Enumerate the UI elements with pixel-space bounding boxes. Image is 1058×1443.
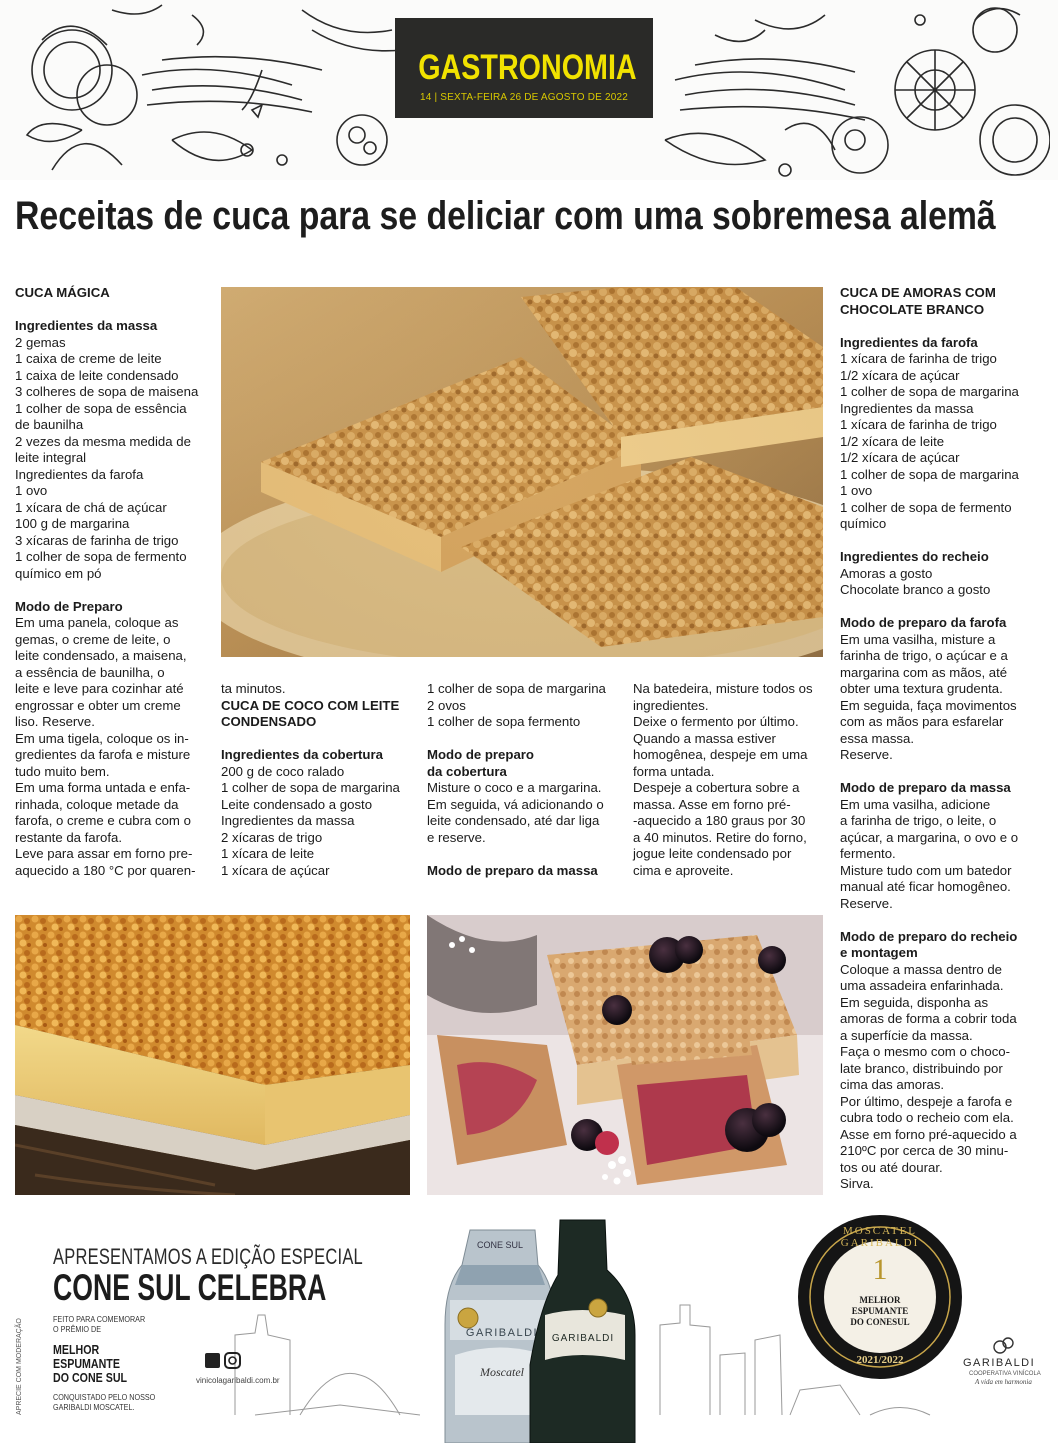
recipe-line: forma untada. — [633, 763, 715, 779]
medal-line-2: ESPUMANTE — [851, 1306, 909, 1316]
paragraph-gap — [840, 764, 1045, 781]
article-headline: Receitas de cuca para se deliciar com uma sobremesa alemã — [15, 194, 996, 238]
recipe-line: uma assadeira enfarinhada. — [840, 978, 1004, 993]
recipe-line: liso. Reserve. — [15, 714, 95, 729]
recipe-line: 210ºC por cerca de 30 minu- — [840, 1143, 1009, 1158]
recipe-line: 1 ovo — [840, 483, 873, 498]
recipe-line: 2 vezes da mesma medida de — [15, 433, 191, 449]
recipe-line: manual até ficar homogêneo. — [840, 879, 1011, 894]
recipe-line: farofa, o creme e cubra com o — [15, 813, 191, 828]
recipe-line: leite condensado, a maisena, — [15, 648, 187, 663]
recipe-line: 1 ovo — [15, 483, 48, 498]
recipe-line: Ingredientes da farofa — [15, 466, 144, 482]
recipe-line: químico — [840, 516, 887, 531]
recipe-line: a superfície da massa. — [840, 1027, 973, 1043]
garibaldi-advertisement — [0, 1215, 1058, 1443]
medal-ring-text: MOSCATEL GARIBALDI — [840, 1225, 920, 1249]
paragraph-gap — [840, 912, 1045, 929]
recipe-line: e reserve. — [427, 829, 486, 845]
photo-blackberry-cuca — [427, 915, 823, 1195]
recipe-line: Em seguida, disponha as — [840, 994, 989, 1010]
recipe-heading: Ingredientes da massa — [15, 318, 158, 333]
recipe-line: 200 g de coco ralado — [221, 763, 345, 779]
medal-number: 1 — [872, 1253, 888, 1286]
recipe-line: Misture tudo com um batedor — [840, 862, 1012, 878]
recipe-line: cima das amoras. — [840, 1077, 945, 1092]
recipe-line: 1 xícara de leite — [221, 846, 315, 861]
recipe-line: Faça o mesmo com o choco- — [840, 1044, 1011, 1059]
recipe-line: Amoras a gosto — [840, 565, 933, 581]
medal-year: 2021/2022 — [856, 1354, 904, 1366]
recipe-line: Quando a massa estiver — [633, 730, 776, 746]
recipe-line: Em seguida, faça movimentos — [840, 697, 1017, 713]
text-column-1 — [15, 285, 210, 879]
recipe-line: late branco, distribuindo por — [840, 1060, 1003, 1076]
recipe-line: Deixe o fermento por último. — [633, 714, 799, 729]
recipe-line: Em uma vasilha, adicione — [840, 796, 991, 812]
recipe-line: 2 gemas — [15, 334, 66, 350]
recipe-line: Em uma tigela, coloque os in- — [15, 730, 189, 746]
recipe-line: 1 caixa de creme de leite — [15, 351, 162, 366]
recipe-line: aquecido a 180 °C por quaren- — [15, 862, 196, 878]
recipe-line: a essência de baunilha, o — [15, 664, 165, 680]
paragraph-gap — [15, 582, 210, 599]
recipe-line: 3 xícaras de farinha de trigo — [15, 532, 179, 548]
recipe-line: 1 xícara de farinha de trigo — [840, 351, 997, 366]
recipe-heading: Modo de preparo da farofa — [840, 615, 1007, 630]
recipe-line: Em seguida, vá adicionando o — [427, 796, 604, 812]
recipe-line: engrossar e obter um creme — [15, 697, 181, 713]
recipe-line: leite e leve para cozinhar até — [15, 681, 184, 696]
recipe-line: jogue leite condensado por — [633, 846, 792, 861]
recipe-heading: Modo de preparo do recheio — [840, 928, 1018, 944]
paragraph-gap — [427, 731, 625, 748]
recipe-line: Em uma forma untada e enfa- — [15, 780, 191, 795]
recipe-line: a 40 minutos. Retire do forno, — [633, 829, 807, 845]
recipe-line: ta minutos. — [221, 681, 286, 696]
vegetable-doodle-right — [655, 0, 1050, 180]
recipe-line: tudo muito bem. — [15, 763, 110, 779]
section-masthead — [395, 18, 653, 118]
facebook-icon[interactable] — [205, 1353, 220, 1368]
recipe-line: 1 colher de sopa de fermento — [15, 549, 187, 564]
paragraph-gap — [427, 846, 625, 863]
ad-website: vinicolagaribaldi.com.br — [196, 1376, 280, 1385]
recipe-line: de baunilha — [15, 417, 84, 432]
bottle-series: CONE SUL — [476, 1240, 523, 1250]
recipe-line: cima e aproveite. — [633, 862, 734, 878]
recipe-heading: CUCA MÁGICA — [15, 285, 110, 300]
recipe-heading: CUCA DE AMORAS COM — [840, 285, 996, 300]
paragraph-gap — [840, 318, 1045, 335]
logo-tagline: A vida em harmonia — [975, 1378, 1032, 1386]
recipe-heading: CHOCOLATE BRANCO — [840, 301, 985, 317]
recipe-line: açúcar, a margarina, o ovo e o — [840, 829, 1019, 845]
recipe-heading: da cobertura — [427, 763, 507, 779]
dateline: 14 | SEXTA-FEIRA 26 DE AGOSTO DE 2022 — [419, 92, 629, 103]
recipe-line: 1/2 xícara de açúcar — [840, 367, 960, 383]
recipe-line: Chocolate branco a gosto — [840, 582, 991, 597]
recipe-line: 1 colher de sopa de margarina — [840, 384, 1019, 399]
ad-kicker: APRESENTAMOS A EDIÇÃO ESPECIAL — [53, 1244, 363, 1269]
recipe-line: 1 xícara de chá de açúcar — [15, 499, 167, 515]
recipe-line: gredientes da farofa e misture — [15, 747, 191, 762]
paragraph-gap — [840, 533, 1045, 550]
recipe-heading: Ingredientes da farofa — [840, 334, 978, 350]
text-column-5 — [840, 285, 1045, 1193]
recipe-line: Despeje a cobertura sobre a — [633, 780, 800, 795]
paragraph-gap — [221, 731, 419, 748]
text-column-3 — [427, 681, 625, 879]
paragraph-gap — [840, 599, 1045, 616]
recipe-line: 1 colher de sopa de margarina — [840, 466, 1019, 482]
recipe-line: Reserve. — [840, 895, 893, 911]
recipe-line: Leite condensado a gosto — [221, 796, 373, 812]
paragraph-gap — [15, 302, 210, 319]
recipe-line: fermento. — [840, 846, 896, 861]
recipe-line: Leve para assar em forno pre- — [15, 846, 193, 861]
recipe-line: essa massa. — [840, 730, 915, 746]
recipe-line: 1/2 xícara de açúcar — [840, 450, 960, 465]
recipe-line: 1 colher de sopa de essência — [15, 400, 187, 416]
recipe-line: Ingredientes da massa — [840, 400, 974, 416]
recipe-line: 100 g de margarina — [15, 516, 130, 531]
recipe-line: amoras de forma a cobrir toda — [840, 1011, 1017, 1026]
recipe-line: farinha de trigo, o açúcar e a — [840, 648, 1008, 663]
recipe-heading: e montagem — [840, 945, 918, 960]
recipe-line: 1 caixa de leite condensado — [15, 367, 179, 383]
photo-coconut-cuca — [15, 915, 410, 1195]
recipe-line: 1 colher de sopa fermento — [427, 714, 581, 729]
medal-line-3: DO CONESUL — [850, 1317, 910, 1327]
text-column-4 — [633, 681, 823, 879]
ad-disclaimer: APRECIE COM MODERAÇÃO — [16, 1318, 23, 1415]
recipe-line: rinhada, coloque metade da — [15, 796, 179, 812]
recipe-line: 1/2 xícara de leite — [840, 433, 945, 449]
recipe-line: 2 xícaras de trigo — [221, 829, 323, 845]
ad-small-bottom: CONQUISTADO PELO NOSSO GARIBALDI MOSCATEL. — [53, 1393, 156, 1412]
recipe-line: Em uma vasilha, misture a — [840, 631, 996, 647]
recipe-line: cubra todo o recheio com ela. — [840, 1110, 1014, 1125]
recipe-heading: Modo de preparo da massa — [427, 862, 598, 878]
logo-subtitle: COOPERATIVA VINÍCOLA — [969, 1371, 1041, 1377]
recipe-line: Em uma panela, coloque as — [15, 615, 179, 630]
recipe-line: obter uma textura grudenta. — [840, 681, 1003, 696]
recipe-line: Reserve. — [840, 747, 893, 762]
section-title: GASTRONOMIA — [418, 48, 637, 87]
recipe-line: 1 xícara de açúcar — [221, 862, 330, 878]
recipe-heading: Modo de preparo da massa — [840, 780, 1011, 795]
recipe-heading: CONDENSADO — [221, 714, 317, 729]
photo-crumble-cuca — [221, 287, 823, 657]
recipe-line: restante da farofa. — [15, 829, 123, 845]
instagram-icon[interactable] — [225, 1353, 240, 1368]
recipe-line: Por último, despeje a farofa e — [840, 1093, 1013, 1109]
bottle-variety: Moscatel — [480, 1365, 524, 1379]
recipe-line: leite condensado, até dar liga — [427, 813, 600, 828]
bottle-brand-2: GARIBALDI — [551, 1333, 615, 1344]
recipe-line: com as mãos para esfarelar — [840, 714, 1004, 729]
recipe-line: ingredientes. — [633, 697, 709, 713]
recipe-line: massa. Asse em forno pré- — [633, 796, 791, 812]
recipe-heading: CUCA DE COCO COM LEITE — [221, 697, 400, 713]
recipe-line: margarina com as mãos, até — [840, 664, 1008, 680]
page-header — [0, 0, 1058, 180]
recipe-line: Misture o coco e a margarina. — [427, 780, 602, 795]
medal-line-1: MELHOR — [859, 1295, 901, 1305]
recipe-line: 3 colheres de sopa de maisena — [15, 384, 199, 399]
ad-brand-title: CONE SUL CELEBRA — [53, 1267, 327, 1308]
recipe-line: a farinha de trigo, o leite, o — [840, 813, 997, 828]
recipe-line: 1 xícara de farinha de trigo — [840, 417, 997, 432]
recipe-heading: Modo de Preparo — [15, 598, 123, 614]
ad-small-top: FEITO PARA COMEMORAR O PRÊMIO DE — [53, 1315, 146, 1334]
recipe-heading: Ingredientes do recheio — [840, 549, 989, 564]
recipe-heading: Modo de preparo — [427, 747, 534, 762]
recipe-line: gemas, o creme de leite, o — [15, 631, 171, 647]
garibaldi-logo: GARIBALDI — [963, 1357, 1036, 1369]
recipe-line: Na batedeira, misture todos os — [633, 681, 813, 696]
recipe-line: tos ou até dourar. — [840, 1159, 943, 1175]
recipe-line: 1 colher de sopa de margarina — [221, 780, 400, 795]
recipe-line: Coloque a massa dentro de — [840, 961, 1003, 977]
recipe-line: homogênea, despeje em uma — [633, 747, 808, 762]
recipe-line: 1 colher de sopa de margarina — [427, 681, 606, 696]
recipe-line: leite integral — [15, 450, 87, 465]
text-column-2 — [221, 681, 419, 879]
recipe-line: Ingredientes da massa — [221, 813, 355, 828]
recipe-heading: Ingredientes da cobertura — [221, 747, 383, 762]
vegetable-doodle-left — [12, 0, 407, 180]
recipe-line: Sirva. — [840, 1176, 874, 1191]
bottle-brand-1: GARIBALDI — [465, 1327, 539, 1339]
recipe-line: químico em pó — [15, 565, 102, 581]
ad-award-text: MELHOR ESPUMANTE DO CONE SUL — [53, 1342, 128, 1385]
recipe-line: Asse em forno pré-aquecido a — [840, 1126, 1017, 1142]
recipe-line: 2 ovos — [427, 697, 466, 713]
recipe-line: 1 colher de sopa de fermento — [840, 499, 1012, 515]
recipe-line: -aquecido a 180 graus por 30 — [633, 813, 806, 828]
